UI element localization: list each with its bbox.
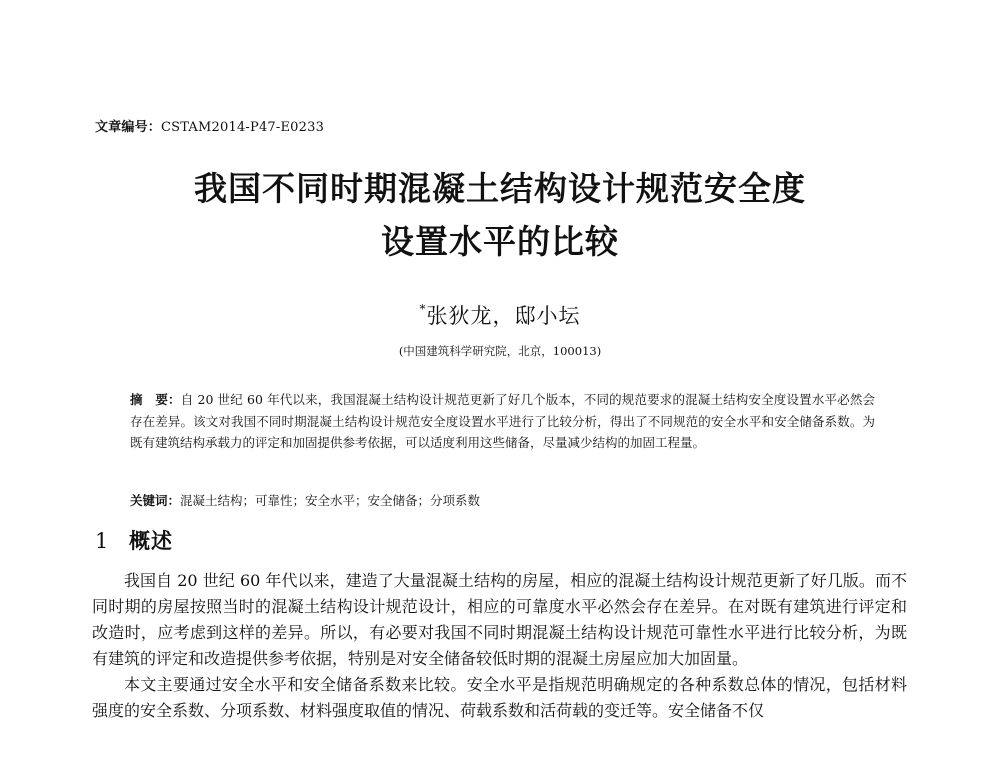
section-heading (95, 525, 173, 555)
body-text (92, 568, 907, 724)
article-id-value: CSTAM2014-P47-E0233 (161, 120, 325, 135)
keywords-label: 关键词： (130, 493, 181, 508)
body-paragraph-1: 我国自 20 世纪 60 年代以来，建造了大量混凝土结构的房屋，相应的混凝土结构设计规范更新了好几版。而不同时期的房屋按照当时的混凝土结构设计规范设计，相应的可靠度水平必然会存在差异。在对既有建筑进行评定和改造时，应考虑到这样的差异。所以，有必要对我国不同时期混凝土结构设计规范可靠性水平进行比较分析，为既有建筑的评定和改造提供参考依据，特别是对安全储备较低时期的混凝土房屋应加大加固量。 (92, 571, 907, 668)
paper-title-line-1: 我国不同时期混凝土结构设计规范安全度 (194, 169, 806, 208)
article-id-label: 文章编号： (95, 120, 162, 135)
body-paragraph-2: 本文主要通过安全水平和安全储备系数来比较。安全水平是指规范明确规定的各种系数总体的情况，包括材料强度的安全系数、分项系数、材料强度取值的情况、荷载系数和活荷载的变迁等。安全储备不仅 (92, 675, 907, 720)
authors (0, 300, 1000, 330)
section-title: 概述 (129, 529, 173, 553)
author-names: 张狄龙，邸小坛 (426, 304, 581, 328)
abstract-text: 自 20 世纪 60 年代以来，我国混凝土结构设计规范更新了好几个版本，不同的规范要求的混凝土结构安全度设置水平必然会存在差异。该文对我国不同时期混凝土结构设计规范安全度设置水平进行了比较分析，得出了不同规范的安全水平和安全储备系数。为既有建筑结构承载力的评定和加固提供参考依据，可以适度利用这些储备，尽量减少结构的加固工程量。 (130, 392, 875, 450)
abstract-label: 摘 要： (130, 392, 181, 407)
section-number: 1 (95, 529, 109, 553)
keywords (130, 491, 480, 509)
paper-title-line-2: 设置水平的比较 (381, 222, 619, 261)
affiliation: (中国建筑科学研究院，北京，100013) (398, 344, 602, 358)
abstract (130, 389, 875, 454)
corresponding-author-mark: * (419, 302, 427, 316)
keywords-text: 混凝土结构；可靠性；安全水平；安全储备；分项系数 (180, 493, 481, 508)
article-id (95, 116, 324, 135)
